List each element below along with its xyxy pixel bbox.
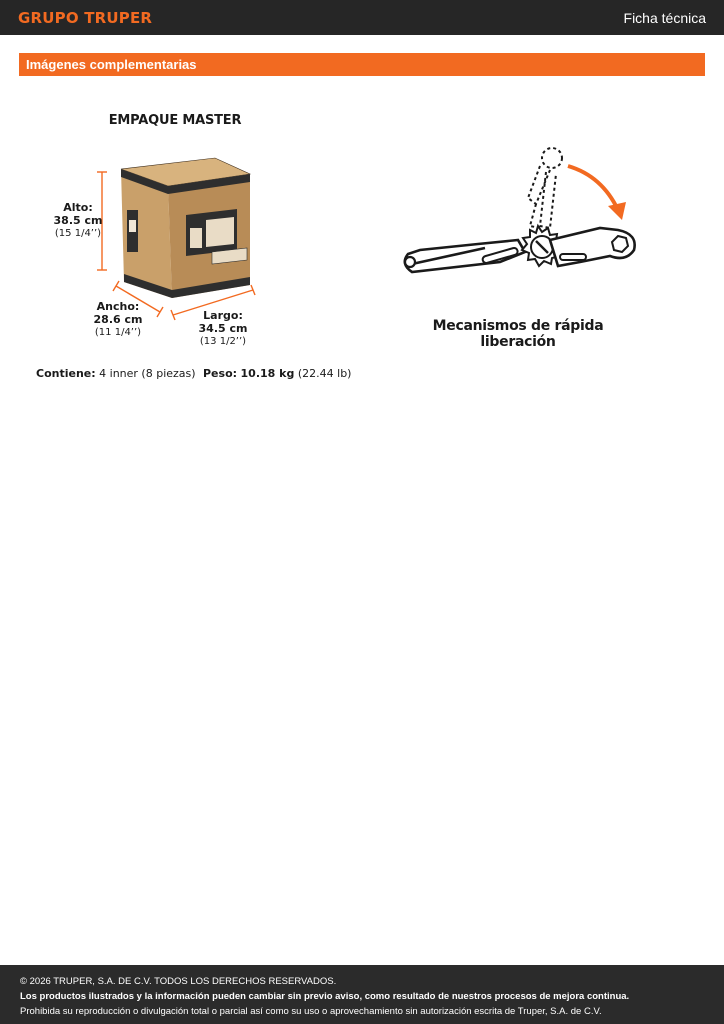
mechanism-caption: Mecanismos de rápida liberación xyxy=(432,318,604,350)
width-imperial: (11 1/4’’) xyxy=(94,327,142,338)
width-metric: 28.6 cm xyxy=(93,313,143,326)
height-metric: 38.5 cm xyxy=(53,214,103,227)
weight-value: 10.18 kg xyxy=(240,367,295,380)
width-label: Ancho: xyxy=(96,300,140,313)
top-bar xyxy=(0,0,724,35)
height-dimension xyxy=(50,201,106,240)
width-dimension xyxy=(88,300,148,339)
section-header xyxy=(19,53,705,76)
height-imperial: (15 1/4’’) xyxy=(54,228,102,239)
length-label: Largo: xyxy=(203,309,243,322)
footer-notice: Los productos ilustrados y la información pueden cambiar sin previo aviso, como resultado de nuestros procesos de mejora continua. xyxy=(20,991,630,1002)
packaging-title: EMPAQUE MASTER xyxy=(108,113,242,128)
weight-info xyxy=(203,367,351,380)
footer-prohibition: Prohibida su reproducción o divulgación total o parcial así como su uso o aprovechamiento sin autorización escrita de Truper, S.A. de C.V. xyxy=(20,1006,602,1017)
contents-label: Contiene: xyxy=(36,367,96,380)
contents-info xyxy=(36,367,196,380)
document-type: Ficha técnica xyxy=(623,9,706,26)
length-metric: 34.5 cm xyxy=(198,322,248,335)
footer xyxy=(0,965,724,1024)
quick-release-mechanism-illustration xyxy=(390,140,650,290)
length-dimension xyxy=(193,309,253,348)
weight-label: Peso: xyxy=(203,367,238,380)
length-imperial: (13 1/2’’) xyxy=(199,336,247,347)
section-title: Imágenes complementarias xyxy=(26,57,197,72)
height-label: Alto: xyxy=(63,201,93,214)
footer-copyright: © 2026 TRUPER, S.A. DE C.V. TODOS LOS DERECHOS RESERVADOS. xyxy=(20,976,337,987)
brand-logo: GRUPO TRUPER xyxy=(18,8,153,27)
contents-value: 4 inner (8 piezas) xyxy=(99,367,196,380)
weight-imperial: (22.44 lb) xyxy=(297,367,352,380)
